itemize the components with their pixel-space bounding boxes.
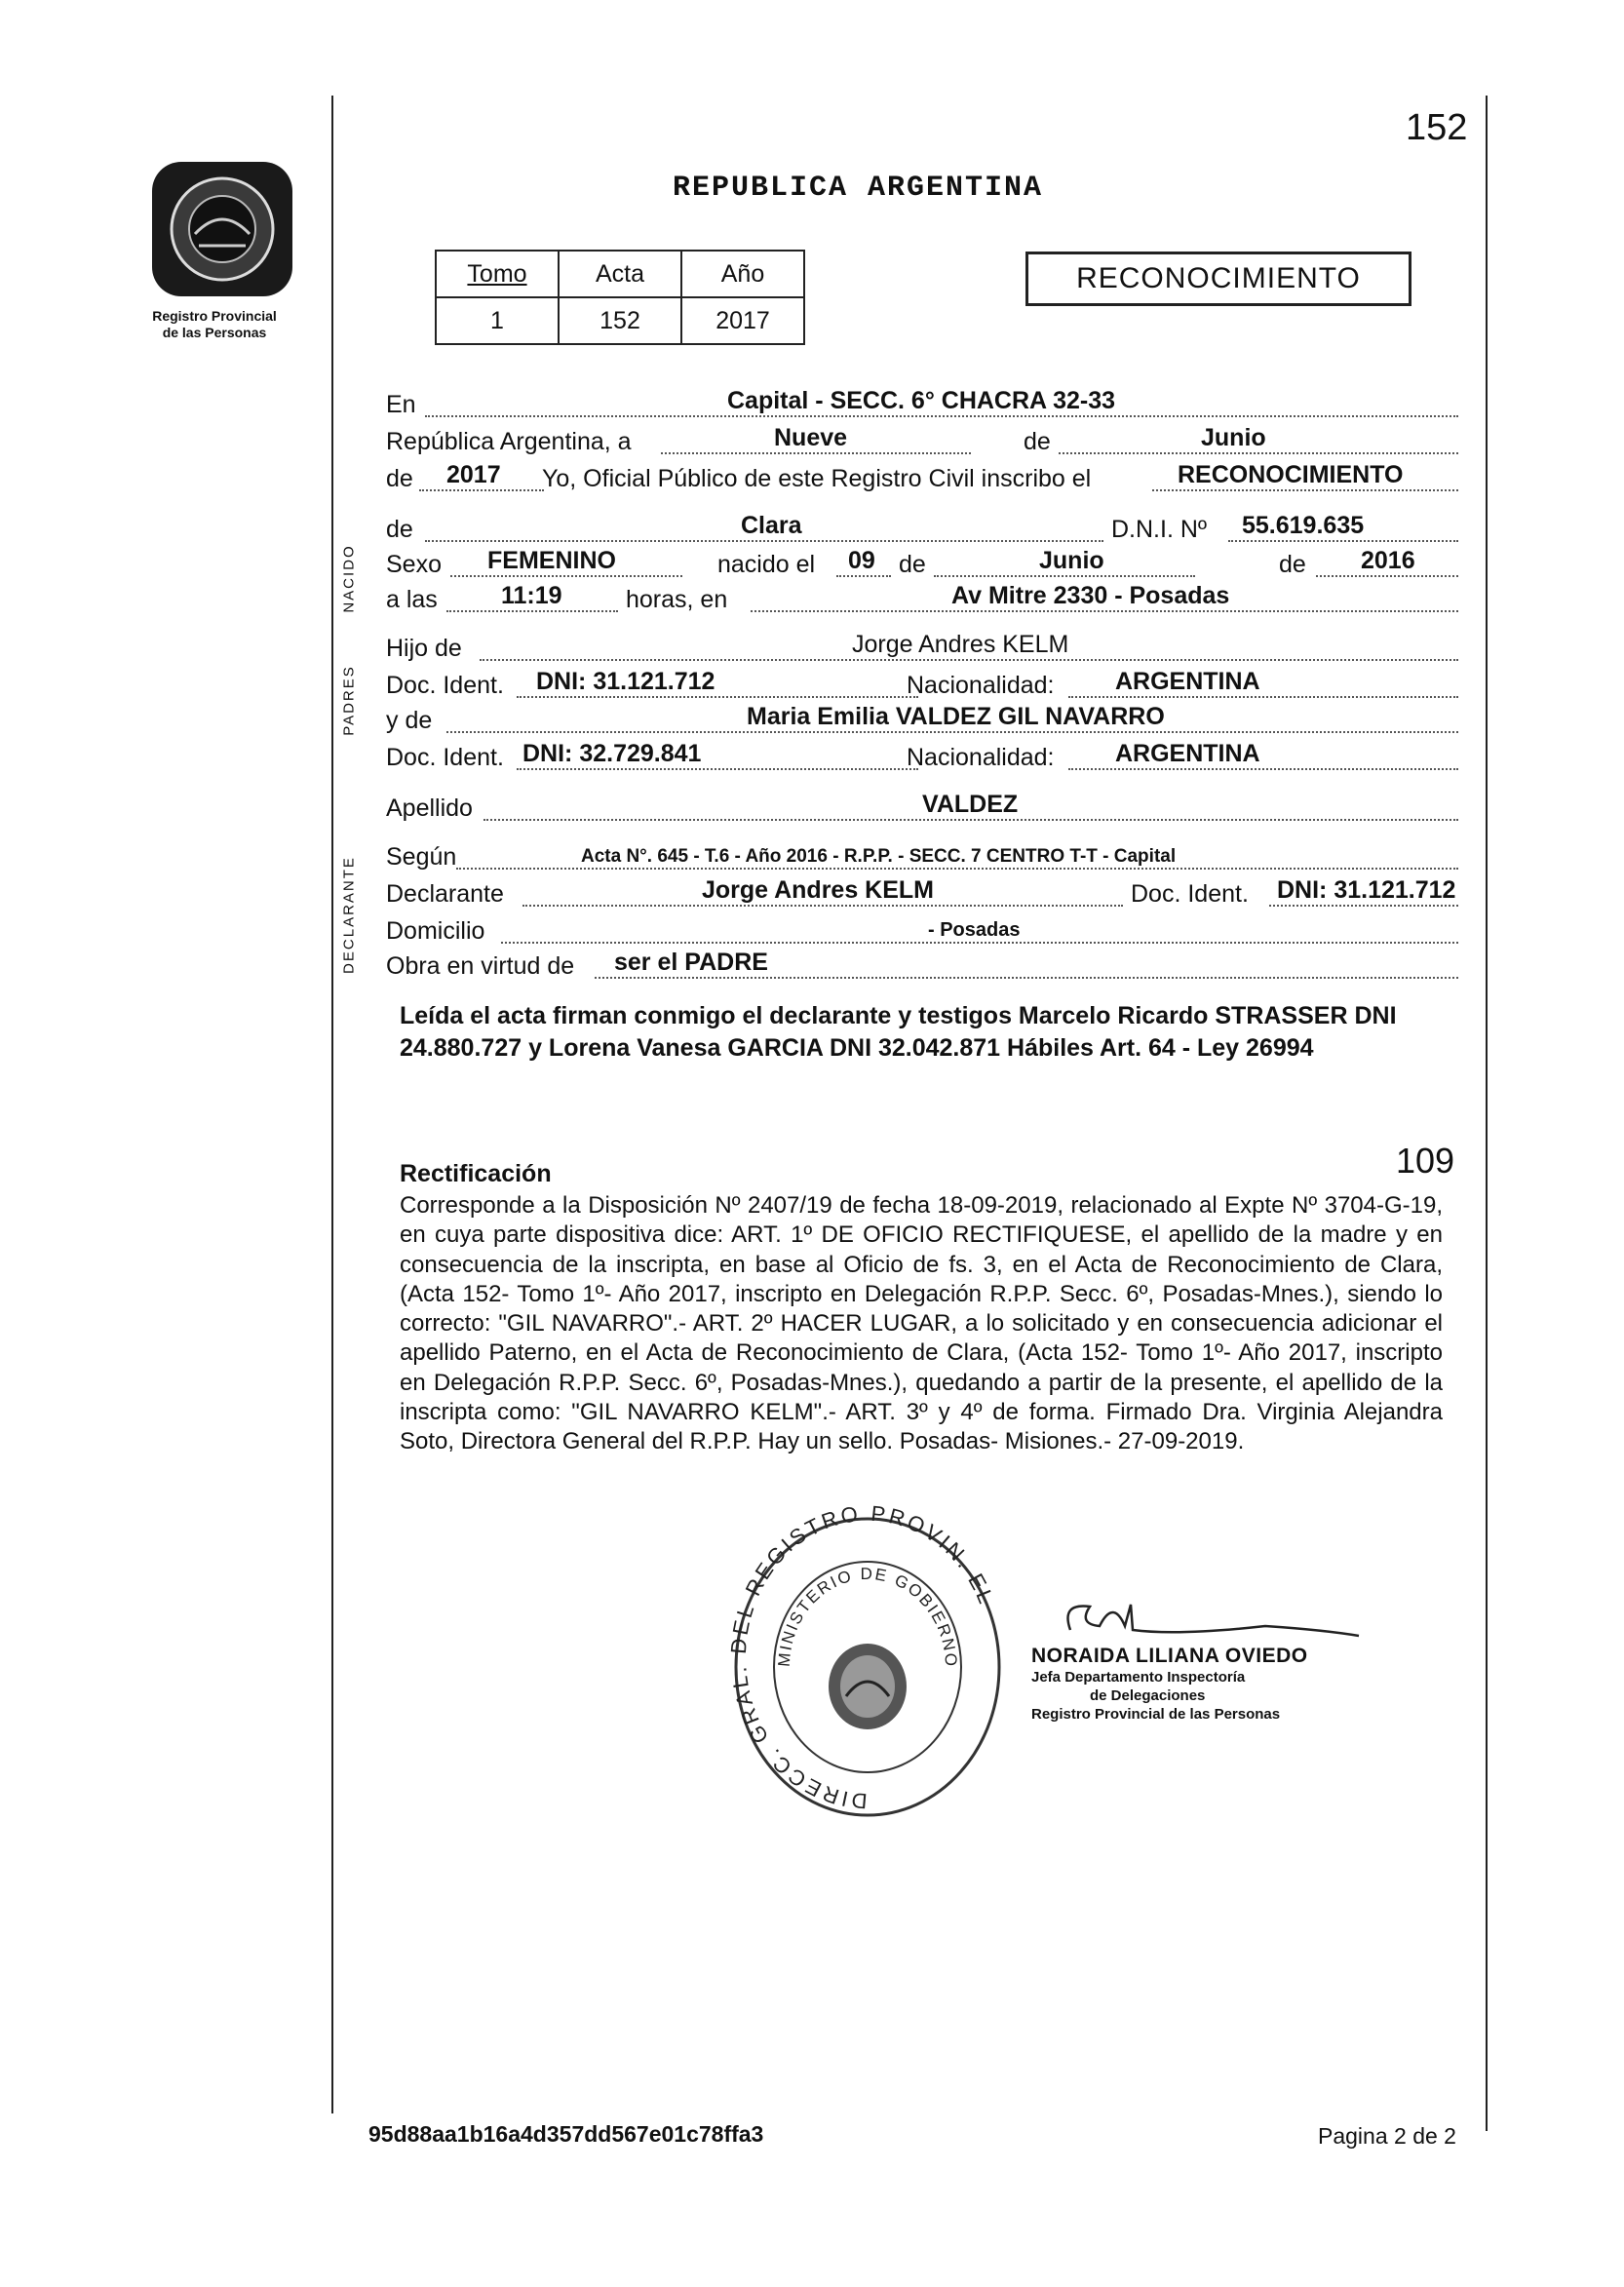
signatory-title-2: de Delegaciones	[1090, 1687, 1206, 1704]
declarante-value: Jorge Andres KELM	[702, 876, 935, 904]
de-label-1: de	[1024, 428, 1051, 455]
official-seal	[721, 1501, 1014, 1833]
ano-value: 2017	[681, 297, 804, 344]
domicilio-value: - Posadas	[928, 919, 1021, 941]
day-value: Nueve	[774, 424, 848, 451]
dni-value: 55.619.635	[1242, 512, 1365, 539]
closing-statement: Leída el acta firman conmigo el declarante y testigos Marcelo Ricardo STRASSER DNI 24.880.727 y Lorena Vanesa GARCIA DNI 32.042.871 Hábiles Art. 64 - Ley 26994	[400, 1002, 1397, 1062]
document-title: REPUBLICA ARGENTINA	[673, 172, 1044, 205]
oficial-text: Yo, Oficial Público de este Registro Civil inscribo el	[542, 465, 1092, 492]
de-label-2: de	[386, 465, 413, 492]
domicilio-label: Domicilio	[386, 917, 485, 945]
tomo-value: 1	[436, 297, 559, 344]
father-doc-value: DNI: 31.121.712	[536, 668, 715, 695]
side-label-declarante: DECLARANTE	[340, 856, 358, 974]
en-value: Capital - SECC. 6° CHACRA 32-33	[727, 387, 1116, 414]
dni-label: D.N.I. Nº	[1111, 516, 1208, 543]
name-value: Clara	[741, 512, 802, 539]
republica-label: República Argentina, a	[386, 428, 632, 455]
row-mother	[386, 704, 1462, 737]
decl-doc-label: Doc. Ident.	[1131, 880, 1249, 908]
de-label-3: de	[386, 516, 413, 543]
alas-label: a las	[386, 586, 438, 613]
side-label-padres: PADRES	[340, 665, 358, 736]
mother-nat-label: Nacionalidad:	[907, 744, 1055, 771]
logo-caption-line2: de las Personas	[162, 325, 267, 340]
row-sexo	[386, 548, 1462, 581]
rectification-title: Rectificación	[400, 1160, 552, 1187]
sexo-label: Sexo	[386, 551, 442, 578]
row-segun	[386, 840, 1462, 873]
horas-label: horas, en	[626, 586, 728, 613]
document-hash: 95d88aa1b16a4d357dd567e01c78ffa3	[368, 2121, 764, 2147]
mother-doc-value: DNI: 32.729.841	[522, 740, 702, 767]
place-value: Av Mitre 2330 - Posadas	[951, 582, 1230, 609]
obra-value: ser el PADRE	[614, 949, 768, 976]
side-label-nacido: NACIDO	[340, 544, 358, 613]
father-nat-label: Nacionalidad:	[907, 672, 1055, 699]
birth-month-value: Junio	[1039, 547, 1104, 574]
row-year	[386, 462, 1462, 495]
row-obra	[386, 950, 1462, 983]
right-margin-rule	[1486, 96, 1488, 2131]
de-label-4: de	[899, 551, 926, 578]
apellido-value: VALDEZ	[922, 791, 1019, 818]
tomo-header: Tomo	[436, 251, 559, 297]
birth-day-value: 09	[848, 547, 875, 574]
row-mother-doc	[386, 741, 1462, 774]
birth-year-value: 2016	[1361, 547, 1415, 574]
declarante-label: Declarante	[386, 880, 504, 908]
acta-value: 152	[559, 297, 681, 344]
left-margin-rule	[331, 96, 333, 2113]
book-value-row	[436, 297, 804, 344]
signatory-name: NORAIDA LILIANA OVIEDO	[1031, 1645, 1308, 1667]
row-name	[386, 513, 1462, 546]
row-domicilio	[386, 914, 1462, 948]
acta-header: Acta	[559, 251, 681, 297]
year-value: 2017	[446, 461, 501, 488]
signatory-title-3: Registro Provincial de las Personas	[1031, 1706, 1281, 1723]
seal-ring-text: DIRECC. GRAL. DEL REGISTRO PROVIN. EL	[725, 1501, 1000, 1814]
segun-label: Según	[386, 843, 457, 871]
row-declarante	[386, 877, 1462, 911]
handwritten-signature	[1031, 1597, 1363, 1640]
row-en	[386, 388, 1462, 421]
decl-doc-value: DNI: 31.121.712	[1277, 876, 1456, 904]
row-apellido	[386, 792, 1462, 825]
yde-label: y de	[386, 707, 433, 734]
book-reference-table	[435, 250, 805, 345]
row-father-doc	[386, 669, 1462, 702]
de-label-5: de	[1279, 551, 1306, 578]
act-type-box: RECONOCIMIENTO	[1025, 252, 1411, 306]
registry-logo	[144, 156, 300, 302]
row-republica	[386, 425, 1462, 458]
signatory-title-1: Jefa Departamento Inspectoría	[1031, 1669, 1246, 1686]
logo-caption-line1: Registro Provincial	[152, 308, 277, 324]
apellido-label: Apellido	[386, 795, 473, 822]
row-hour	[386, 583, 1462, 616]
signature-block	[1031, 1597, 1363, 1724]
logo-caption	[117, 308, 312, 341]
side-number: 109	[1396, 1141, 1455, 1181]
mother-nat-value: ARGENTINA	[1115, 740, 1260, 767]
row-father	[386, 632, 1462, 665]
month-value: Junio	[1201, 424, 1266, 451]
en-label: En	[386, 391, 416, 418]
sexo-value: FEMENINO	[487, 547, 616, 574]
mother-value: Maria Emilia VALDEZ GIL NAVARRO	[747, 703, 1165, 730]
father-doc-label: Doc. Ident.	[386, 672, 504, 699]
seal-inner-text: MINISTERIO DE GOBIERNO	[774, 1564, 961, 1669]
rectification-body: Corresponde a la Disposición Nº 2407/19 de fecha 18-09-2019, relacionado al Expte Nº 3704-G-19, en cuya parte dispositiva dice: ART. 1º DE OFICIO RECTIFIQUESE, el apellido de la madre y en consecuencia de la inscripta, en base al Oficio de fs. 3, en el Acta de Reconocimiento de Clara, (Acta 152- Tomo 1º- Año 2017, inscripto en Delegación R.P.P. Secc. 6º, Posadas-Mnes.), siendo lo correcto: "GIL NAVARRO".- ART. 2º HACER LUGAR, a lo solicitado y en consecuencia adicionar el apellido Paterno, en el Acta de Reconocimiento de Clara, (Acta 152- Tomo 1º- Año 2017, inscripto en Delegación R.P.P. Secc. 6º, Posadas-Mnes.), quedando a partir de la presente, el apellido de la inscripta como: "GIL NAVARRO KELM".- ART. 3º y 4º de forma. Firmado Dra. Virginia Alejandra Soto, Directora General del R.P.P. Hay un sello. Posadas- Misiones.- 27-09-2019.	[400, 1192, 1443, 1455]
segun-value: Acta N°. 645 - T.6 - Año 2016 - R.P.P. - SECC. 7 CENTRO T-T - Capital	[581, 846, 1177, 867]
obra-label: Obra en virtud de	[386, 952, 575, 980]
ano-header: Año	[681, 251, 804, 297]
nacido-label: nacido el	[717, 551, 816, 578]
father-nat-value: ARGENTINA	[1115, 668, 1260, 695]
hijo-label: Hijo de	[386, 635, 462, 662]
page-number-top: 152	[1406, 107, 1468, 148]
book-header-row	[436, 251, 804, 297]
inscribe-value: RECONOCIMIENTO	[1178, 461, 1404, 488]
father-value: Jorge Andres KELM	[852, 631, 1069, 658]
mother-doc-label: Doc. Ident.	[386, 744, 504, 771]
hour-value: 11:19	[501, 582, 562, 609]
page-indicator: Pagina 2 de 2	[1318, 2123, 1456, 2149]
